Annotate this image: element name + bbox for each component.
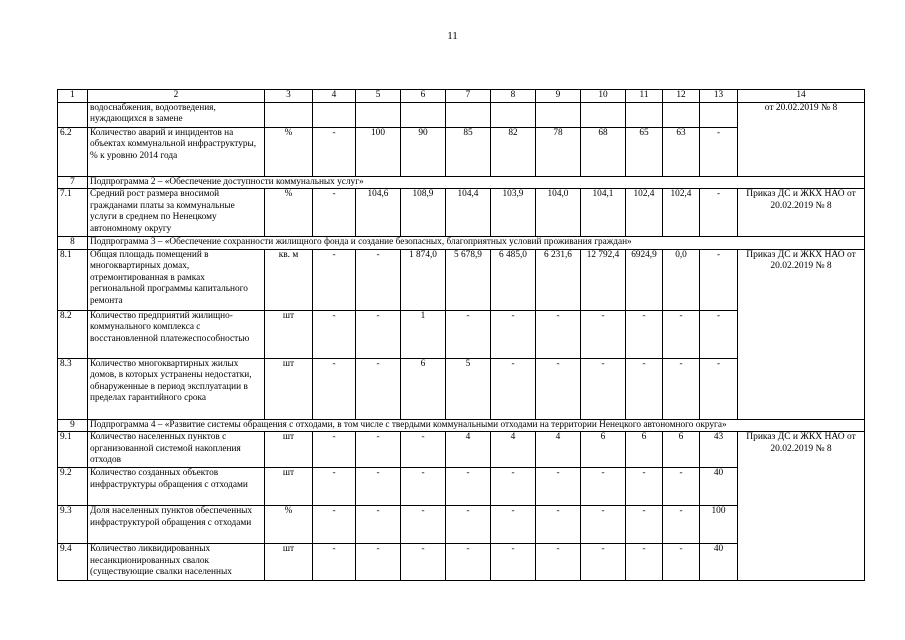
header-cell: 3 xyxy=(265,90,313,103)
value-cell xyxy=(581,102,626,127)
unit-cell: кв. м xyxy=(265,249,313,310)
table-row xyxy=(58,432,865,468)
row-number: 9.2 xyxy=(58,468,88,506)
value-cell xyxy=(663,102,700,127)
value-cell: - xyxy=(356,358,401,419)
value-cell: 104,0 xyxy=(536,189,581,237)
unit-cell: % xyxy=(265,127,313,176)
value-cell xyxy=(356,102,401,127)
row-number: 9.1 xyxy=(58,432,88,468)
table-row xyxy=(58,189,865,237)
value-cell: 78 xyxy=(536,127,581,176)
value-cell: - xyxy=(491,544,536,581)
value-cell: - xyxy=(356,468,401,506)
table-row xyxy=(58,249,865,310)
value-cell: - xyxy=(491,310,536,358)
unit-cell: % xyxy=(265,189,313,237)
header-cell: 7 xyxy=(446,90,491,103)
subprogram-title: Подпрограмма 2 – «Обеспечение доступности коммунальных услуг» xyxy=(88,176,865,189)
value-cell: 68 xyxy=(581,127,626,176)
subprogram-row xyxy=(58,237,865,250)
value-cell: - xyxy=(313,506,356,544)
value-cell: - xyxy=(313,249,356,310)
indicator-name: Количество многоквартирных жилых домов, в которых устранены недостатки, обнаруженные в период эксплуатации в пределах гарантийного срока xyxy=(88,358,265,419)
row-number: 9.4 xyxy=(58,544,88,581)
value-cell: - xyxy=(401,544,446,581)
value-cell: 6 xyxy=(663,432,700,468)
value-cell: - xyxy=(356,249,401,310)
value-cell: 4 xyxy=(446,432,491,468)
value-cell xyxy=(446,102,491,127)
value-cell xyxy=(626,102,663,127)
value-cell: 6 xyxy=(581,432,626,468)
unit-cell: шт xyxy=(265,310,313,358)
row-number xyxy=(58,102,88,127)
value-cell: 1 xyxy=(401,310,446,358)
indicators-table xyxy=(57,89,865,581)
header-cell: 11 xyxy=(626,90,663,103)
value-cell: - xyxy=(581,310,626,358)
header-cell: 14 xyxy=(738,90,865,103)
value-cell: 65 xyxy=(626,127,663,176)
subprogram-row xyxy=(58,176,865,189)
value-cell: 90 xyxy=(401,127,446,176)
value-cell: - xyxy=(313,127,356,176)
value-cell: - xyxy=(581,506,626,544)
value-cell: - xyxy=(663,544,700,581)
header-cell: 5 xyxy=(356,90,401,103)
header-cell: 8 xyxy=(491,90,536,103)
indicator-name: Средний рост размера вносимой гражданами платы за коммунальные услуги в среднем по Ненецкому автономному округу xyxy=(88,189,265,237)
subprogram-title: Подпрограмма 4 – «Развитие системы обращения с отходами, в том числе с твердыми коммунальными отходами на территории Ненецкого автономного округа» xyxy=(88,419,865,432)
value-cell: - xyxy=(581,544,626,581)
value-cell: - xyxy=(401,506,446,544)
value-cell xyxy=(401,102,446,127)
value-cell: 6 485,0 xyxy=(491,249,536,310)
value-cell: - xyxy=(663,468,700,506)
value-cell: - xyxy=(536,468,581,506)
value-cell: 100 xyxy=(356,127,401,176)
value-cell: - xyxy=(700,310,738,358)
value-cell: - xyxy=(663,506,700,544)
value-cell: 6 xyxy=(626,432,663,468)
value-cell xyxy=(536,102,581,127)
value-cell: - xyxy=(663,310,700,358)
value-cell: 63 xyxy=(663,127,700,176)
value-cell: 104,4 xyxy=(446,189,491,237)
value-cell: - xyxy=(700,127,738,176)
indicator-name: Количество населенных пунктов с организованной системой накопления отходов xyxy=(88,432,265,468)
value-cell: - xyxy=(313,468,356,506)
value-cell xyxy=(700,102,738,127)
value-cell: 5 xyxy=(446,358,491,419)
row-number: 8.3 xyxy=(58,358,88,419)
value-cell: - xyxy=(356,310,401,358)
value-cell: - xyxy=(581,468,626,506)
value-cell: - xyxy=(700,189,738,237)
subprogram-title: Подпрограмма 3 – «Обеспечение сохранности жилищного фонда и создание безопасных, благоприятных условий проживания граждан» xyxy=(88,237,865,250)
unit-cell: шт xyxy=(265,432,313,468)
value-cell: - xyxy=(491,506,536,544)
value-cell: - xyxy=(491,358,536,419)
indicator-name: Количество аварий и инцидентов на объектах коммунальной инфраструктуры, % к уровню 2014 года xyxy=(88,127,265,176)
unit-cell: шт xyxy=(265,358,313,419)
unit-cell xyxy=(265,102,313,127)
row-number: 6.2 xyxy=(58,127,88,176)
value-cell: - xyxy=(491,468,536,506)
value-cell: - xyxy=(313,358,356,419)
value-cell: - xyxy=(536,506,581,544)
value-cell: - xyxy=(626,310,663,358)
value-cell: - xyxy=(626,468,663,506)
value-cell: 4 xyxy=(491,432,536,468)
value-cell: - xyxy=(446,310,491,358)
basis-document: Приказ ДС и ЖКХ НАО от 20.02.2019 № 8 xyxy=(738,189,865,237)
unit-cell: % xyxy=(265,506,313,544)
value-cell: 6924,9 xyxy=(626,249,663,310)
row-number: 7 xyxy=(58,176,88,189)
row-number: 8.2 xyxy=(58,310,88,358)
header-cell: 1 xyxy=(58,90,88,103)
value-cell: - xyxy=(446,506,491,544)
header-cell: 12 xyxy=(663,90,700,103)
value-cell: 43 xyxy=(700,432,738,468)
value-cell: - xyxy=(700,249,738,310)
value-cell: 6 xyxy=(401,358,446,419)
value-cell: - xyxy=(313,189,356,237)
value-cell: 82 xyxy=(491,127,536,176)
value-cell: 6 231,6 xyxy=(536,249,581,310)
row-number: 9 xyxy=(58,419,88,432)
value-cell: - xyxy=(356,544,401,581)
page-number: 11 xyxy=(447,30,458,42)
row-number: 9.3 xyxy=(58,506,88,544)
value-cell: - xyxy=(356,506,401,544)
value-cell: - xyxy=(313,310,356,358)
unit-cell: шт xyxy=(265,544,313,581)
value-cell: - xyxy=(626,544,663,581)
value-cell: 4 xyxy=(536,432,581,468)
value-cell: - xyxy=(446,468,491,506)
header-cell: 9 xyxy=(536,90,581,103)
value-cell: 40 xyxy=(700,468,738,506)
value-cell: - xyxy=(536,358,581,419)
indicator-name: Количество предприятий жилищно-коммунального комплекса с восстановленной платежеспособностью xyxy=(88,310,265,358)
value-cell: 85 xyxy=(446,127,491,176)
value-cell: - xyxy=(700,358,738,419)
value-cell: 100 xyxy=(700,506,738,544)
value-cell: - xyxy=(536,310,581,358)
value-cell: 12 792,4 xyxy=(581,249,626,310)
value-cell: 104,1 xyxy=(581,189,626,237)
row-number: 7.1 xyxy=(58,189,88,237)
value-cell: - xyxy=(626,506,663,544)
header-cell: 6 xyxy=(401,90,446,103)
value-cell: - xyxy=(356,432,401,468)
row-number: 8.1 xyxy=(58,249,88,310)
value-cell xyxy=(491,102,536,127)
value-cell: 108,9 xyxy=(401,189,446,237)
value-cell: - xyxy=(401,468,446,506)
table-row xyxy=(58,102,865,127)
header-cell: 2 xyxy=(88,90,265,103)
value-cell: 103,9 xyxy=(491,189,536,237)
header-cell: 4 xyxy=(313,90,356,103)
value-cell: - xyxy=(313,544,356,581)
value-cell: - xyxy=(536,544,581,581)
value-cell: - xyxy=(401,432,446,468)
unit-cell: шт xyxy=(265,468,313,506)
subprogram-row xyxy=(58,419,865,432)
indicator-name: Количество созданных объектов инфраструктуры обращения с отходами xyxy=(88,468,265,506)
basis-document: Приказ ДС и ЖКХ НАО от 20.02.2019 № 8 xyxy=(738,249,865,419)
row-number: 8 xyxy=(58,237,88,250)
indicator-name: водоснабжения, водоотведения, нуждающихся в замене xyxy=(88,102,265,127)
value-cell: 5 678,9 xyxy=(446,249,491,310)
indicator-name: Доля населенных пунктов обеспеченных инфраструктурой обращения с отходами xyxy=(88,506,265,544)
value-cell: 102,4 xyxy=(626,189,663,237)
value-cell: 0,0 xyxy=(663,249,700,310)
value-cell: - xyxy=(446,544,491,581)
header-cell: 10 xyxy=(581,90,626,103)
value-cell: - xyxy=(626,358,663,419)
value-cell: 40 xyxy=(700,544,738,581)
indicator-name: Количество ликвидированных несанкционированных свалок (существующие свалки населенных xyxy=(88,544,265,581)
basis-document: Приказ ДС и ЖКХ НАО от 20.02.2019 № 8 xyxy=(738,432,865,581)
value-cell: - xyxy=(581,358,626,419)
basis-document: от 20.02.2019 № 8 xyxy=(738,102,865,176)
header-row xyxy=(58,90,865,103)
indicator-name: Общая площадь помещений в многоквартирных домах, отремонтированная в рамках региональной программы капитального ремонта xyxy=(88,249,265,310)
value-cell xyxy=(313,102,356,127)
value-cell: 102,4 xyxy=(663,189,700,237)
value-cell: - xyxy=(663,358,700,419)
value-cell: 104,6 xyxy=(356,189,401,237)
value-cell: 1 874,0 xyxy=(401,249,446,310)
value-cell: - xyxy=(313,432,356,468)
header-cell: 13 xyxy=(700,90,738,103)
